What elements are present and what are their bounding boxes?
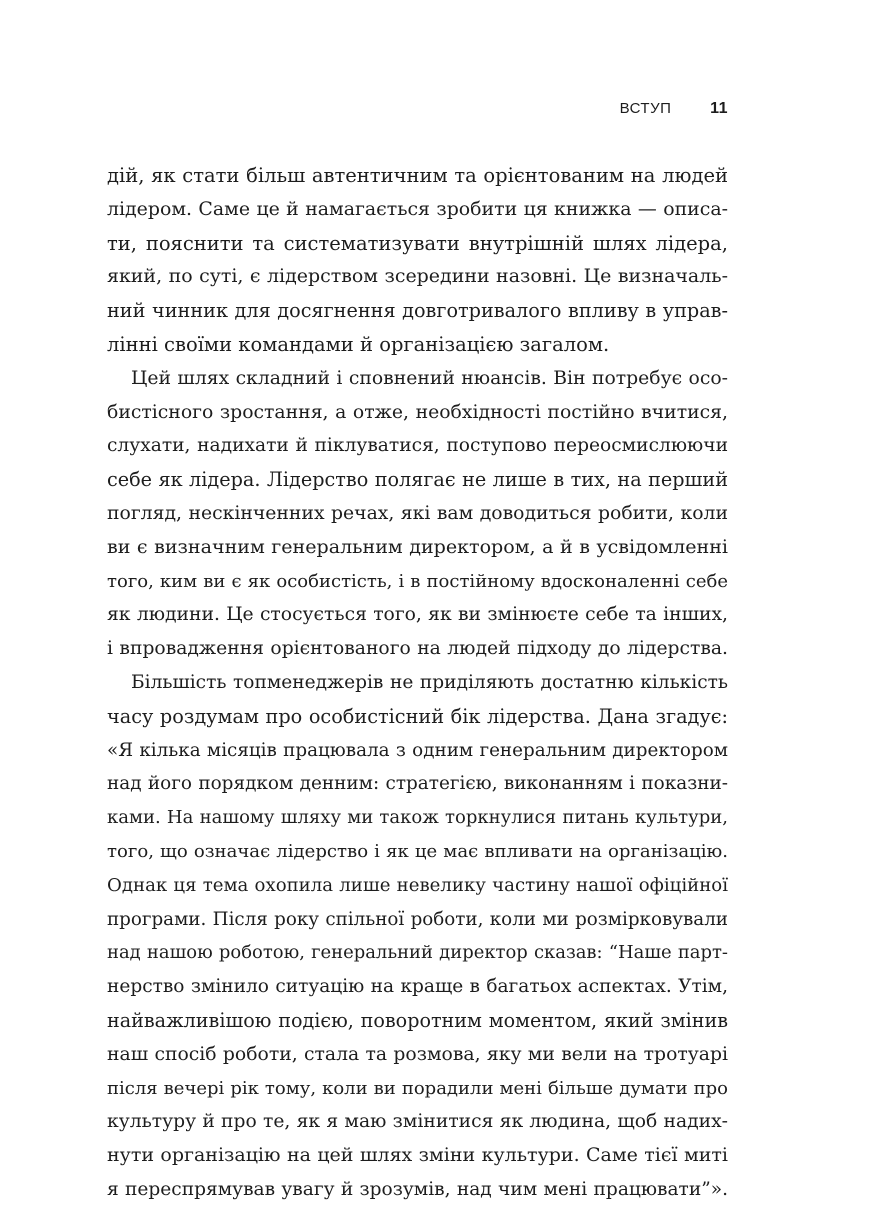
text-line: Однак ця тема охопила лише невелику частину нашої офіційної (107, 874, 728, 896)
text-line: я переспрямував увагу й зрозумів, над чим мені працювати”». (107, 1178, 728, 1200)
text-line: Цей шлях складний і сповнений нюансів. Він потребує осо- (131, 367, 728, 389)
text-line: лінні своїми командами й організацією загалом. (107, 332, 610, 356)
text-line: Більшість топменеджерів не приділяють достатню кількість (131, 671, 728, 693)
text-line: «Я кілька місяців працювала з одним генеральним директором (107, 739, 728, 761)
text-line: нути організацію на цей шлях зміни культури. Саме тієї миті (107, 1144, 728, 1167)
section-title: ВСТУП (619, 100, 672, 117)
text-line: нерство змінило ситуацію на краще в багатьох аспектах. Утім, (107, 976, 728, 998)
text-line: ками. На нашому шляху ми також торкнулися питань культури, (107, 807, 728, 829)
text-line: дій, як стати більш автентичним та орієнтованим на людей (107, 164, 728, 187)
text-line: часу роздумам про особистісний бік лідерства. Дана згадує: (107, 704, 728, 728)
body-text (107, 159, 728, 1207)
text-line: ний чинник для досягнення довготривалого впливу в управ- (107, 299, 728, 323)
text-line: слухати, надихати й піклуватися, поступово переосмислюючи (107, 435, 728, 457)
text-line: наш спосіб роботи, стала та розмова, яку ми вели на тротуарі (107, 1043, 728, 1065)
text-line: того, що означає лідерство і як це має впливати на організацію. (107, 840, 728, 862)
text-line: над нашою роботою, генеральний директор сказав: “Наше парт- (107, 942, 728, 964)
running-header (620, 100, 728, 118)
text-line: і впровадження орієнтованого на людей підходу до лідерства. (107, 638, 728, 660)
text-line: лідером. Саме це й намагається зробити ця книжка — описа- (107, 197, 728, 220)
text-line: себе як лідера. Лідерство полягає не лише в тих, на перший (107, 468, 728, 492)
page-number: 11 (710, 100, 728, 117)
text-line: програми. Після року спільної роботи, коли ми розмірковували (107, 908, 728, 930)
text-line: погляд, нескінченних речах, які вам доводиться робити, коли (107, 502, 728, 524)
text-line: найважливішою подією, поворотним моментом, який змінив (107, 1008, 728, 1032)
text-line: ви є визначним генеральним директором, а й в усвідомленні (107, 535, 728, 558)
text-line: після вечері рік тому, коли ви порадили мені більше думати про (107, 1077, 728, 1099)
text-line: бистісного зростання, а отже, необхідності постійно вчитися, (107, 401, 728, 423)
text-line: того, ким ви є як особистість, і в постійному вдосконаленні себе (107, 570, 728, 592)
text-line: культуру й про те, як я маю змінитися як людина, щоб надих- (107, 1111, 728, 1133)
text-line: як людини. Це стосується того, як ви змінюєте себе та інших, (107, 604, 728, 626)
text-line: ти, пояснити та систематизувати внутрішній шлях лідера, (107, 231, 728, 255)
text-line: над його порядком денним: стратегією, виконанням і показни- (107, 773, 728, 795)
text-line: який, по суті, є лідерством зсередини назовні. Це визначаль- (107, 265, 728, 288)
